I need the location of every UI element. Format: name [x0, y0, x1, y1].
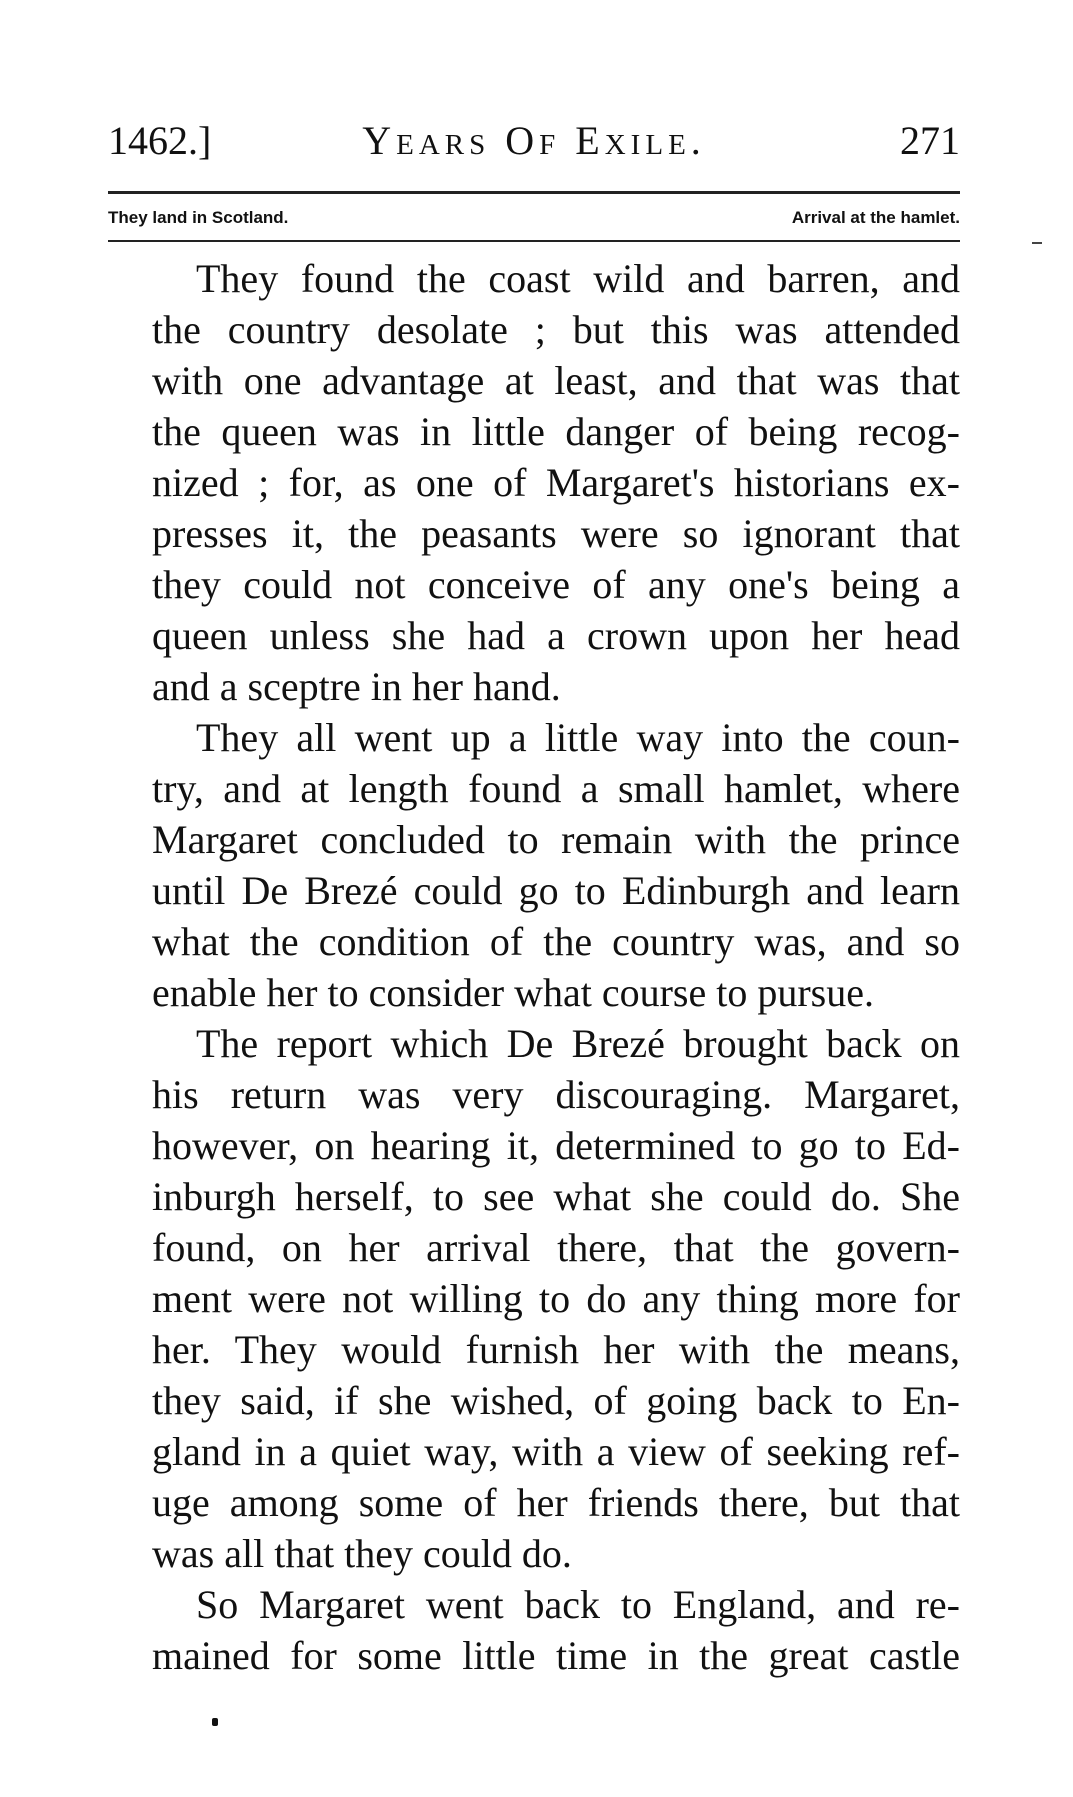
- running-head: [108, 116, 960, 176]
- text-line: queen unless she had a crown upon her head: [152, 613, 960, 658]
- text-line: they said, if she wished, of going back to En-: [152, 1378, 960, 1423]
- paragraph-2: [108, 712, 960, 1018]
- text-line: they could not conceive of any one's being a: [152, 562, 960, 607]
- text-line: gland in a quiet way, with a view of seeking ref-: [152, 1429, 960, 1474]
- text-line: the country desolate ; but this was attended: [152, 307, 960, 352]
- header-rule-bottom: [108, 240, 960, 242]
- side-note-right: Arrival at the hamlet.: [791, 208, 960, 227]
- paragraph-1: [108, 253, 960, 712]
- paragraph-4: [108, 1579, 960, 1681]
- text-line: try, and at length found a small hamlet, where: [152, 766, 960, 811]
- text-line: was all that they could do.: [152, 1531, 572, 1576]
- text-line: mained for some little time in the great castle: [152, 1633, 960, 1678]
- text-line: however, on hearing it, determined to go to Ed-: [152, 1123, 960, 1168]
- header-rule-top: [108, 191, 960, 194]
- running-head-title: YEARS OF EXILE.: [362, 118, 706, 163]
- text-line: So Margaret went back to England, and re-: [196, 1582, 960, 1627]
- text-line: what the condition of the country was, and so: [152, 919, 960, 964]
- text-line: presses it, the peasants were so ignorant that: [152, 511, 960, 556]
- text-line: They all went up a little way into the coun-: [196, 715, 960, 760]
- text-line: her. They would furnish her with the means,: [152, 1327, 960, 1372]
- text-line: ment were not willing to do any thing more for: [152, 1276, 960, 1321]
- text-line: the queen was in little danger of being recog-: [152, 409, 960, 454]
- text-line: inburgh herself, to see what she could do. She: [152, 1174, 960, 1219]
- side-notes: [108, 202, 960, 234]
- text-line: his return was very discouraging. Margaret,: [152, 1072, 960, 1117]
- text-line: until De Brezé could go to Edinburgh and learn: [152, 868, 960, 913]
- text-line: and a sceptre in her hand.: [152, 664, 561, 709]
- ink-speck: [212, 1718, 218, 1726]
- text-line: They found the coast wild and barren, and: [196, 256, 960, 301]
- text-line: uge among some of her friends there, but that: [152, 1480, 960, 1525]
- page-number: 271: [900, 118, 960, 163]
- text-line: with one advantage at least, and that was that: [152, 358, 960, 403]
- text-line: nized ; for, as one of Margaret's historians ex-: [152, 460, 960, 505]
- running-head-year: 1462.]: [108, 118, 212, 163]
- text-line: Margaret concluded to remain with the prince: [152, 817, 960, 862]
- side-note-left: They land in Scotland.: [108, 208, 289, 227]
- text-line: enable her to consider what course to pursue.: [152, 970, 874, 1015]
- paragraph-3: [108, 1018, 960, 1579]
- text-line: found, on her arrival there, that the govern-: [152, 1225, 960, 1270]
- margin-mark: [1032, 242, 1042, 244]
- body-text: [108, 253, 960, 1681]
- text-line: The report which De Brezé brought back on: [196, 1021, 960, 1066]
